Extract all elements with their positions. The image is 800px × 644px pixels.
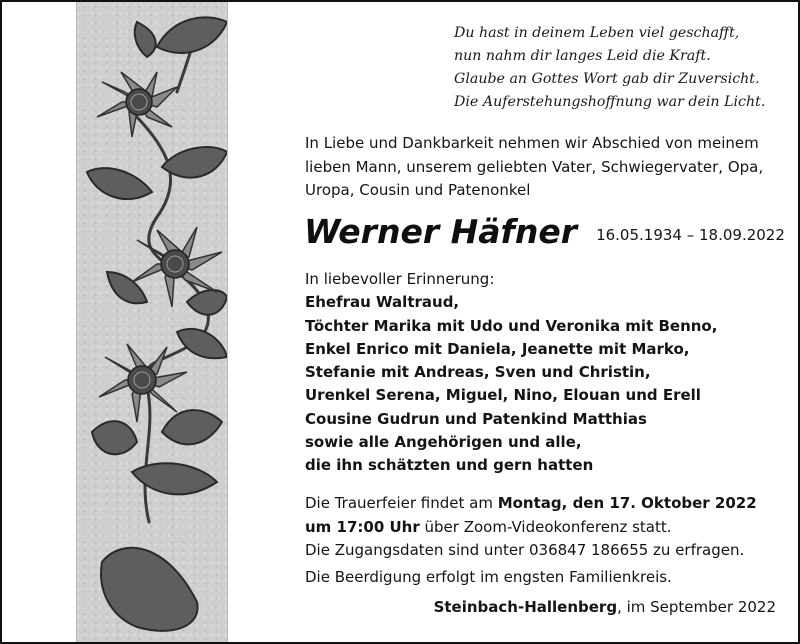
flower-head-3 <box>99 344 187 422</box>
poem-line: Du hast in deinem Leben viel geschafft, <box>454 25 740 41</box>
service-line-4: Die Beerdigung erfolgt im engsten Familienkreis. <box>305 567 672 586</box>
poem <box>454 22 794 114</box>
poem-line: Die Auferstehungshoffnung war dein Licht. <box>454 94 766 110</box>
sunflower-illustration <box>77 2 227 644</box>
intro-line: Uropa, Cousin und Patenonkel <box>305 181 531 199</box>
intro-line: In Liebe und Dankbarkeit nehmen wir Abschied von meinem <box>305 134 759 152</box>
signature-place: Steinbach-Hallenberg <box>433 598 618 616</box>
service-text: Die Trauerfeier findet am <box>305 494 498 512</box>
intro-line: lieben Mann, unserem geliebten Vater, Schwiegervater, Opa, <box>305 157 764 176</box>
family-line: die ihn schätzten und gern hatten <box>305 456 594 475</box>
service-date: Montag, den 17. Oktober 2022 <box>497 494 757 512</box>
signature <box>434 598 776 616</box>
family-line: Töchter Marika mit Udo und Veronika mit Benno, <box>305 316 718 335</box>
deceased-heading <box>304 212 785 251</box>
family-line: Ehefrau Waltraud, <box>305 293 460 312</box>
sunflower-decoration <box>76 2 228 644</box>
family-line: Enkel Enrico mit Daniela, Jeanette mit Marko, <box>305 339 690 358</box>
family-line: Stefanie mit Andreas, Sven und Christin, <box>305 363 651 382</box>
life-dates: 16.05.1934 – 18.09.2022 <box>596 226 785 244</box>
poem-line: Glaube an Gottes Wort gab dir Zuversicht. <box>454 71 760 87</box>
family-list <box>305 268 785 478</box>
flower-head-1 <box>97 72 177 137</box>
family-line: Cousine Gudrun und Patenkind Matthias <box>305 409 647 428</box>
family-line: sowie alle Angehörigen und alle, <box>305 433 582 452</box>
funeral-info <box>305 492 790 589</box>
poem-line: nun nahm dir langes Leid die Kraft. <box>454 48 711 64</box>
service-line-3: Die Zugangsdaten sind unter 036847 186655 zu erfragen. <box>305 541 745 559</box>
intro-text <box>305 132 790 203</box>
signature-date: , im September 2022 <box>617 598 776 616</box>
service-text: über Zoom-Videokonferenz statt. <box>419 517 672 536</box>
service-time: um 17:00 Uhr <box>305 517 420 536</box>
service-line-1 <box>305 492 790 516</box>
family-line: Urenkel Serena, Miguel, Nino, Elouan und Erell <box>305 386 701 405</box>
family-heading: In liebevoller Erinnerung: <box>305 270 495 288</box>
service-line-2 <box>305 516 790 540</box>
deceased-name: Werner Häfner <box>304 212 577 251</box>
